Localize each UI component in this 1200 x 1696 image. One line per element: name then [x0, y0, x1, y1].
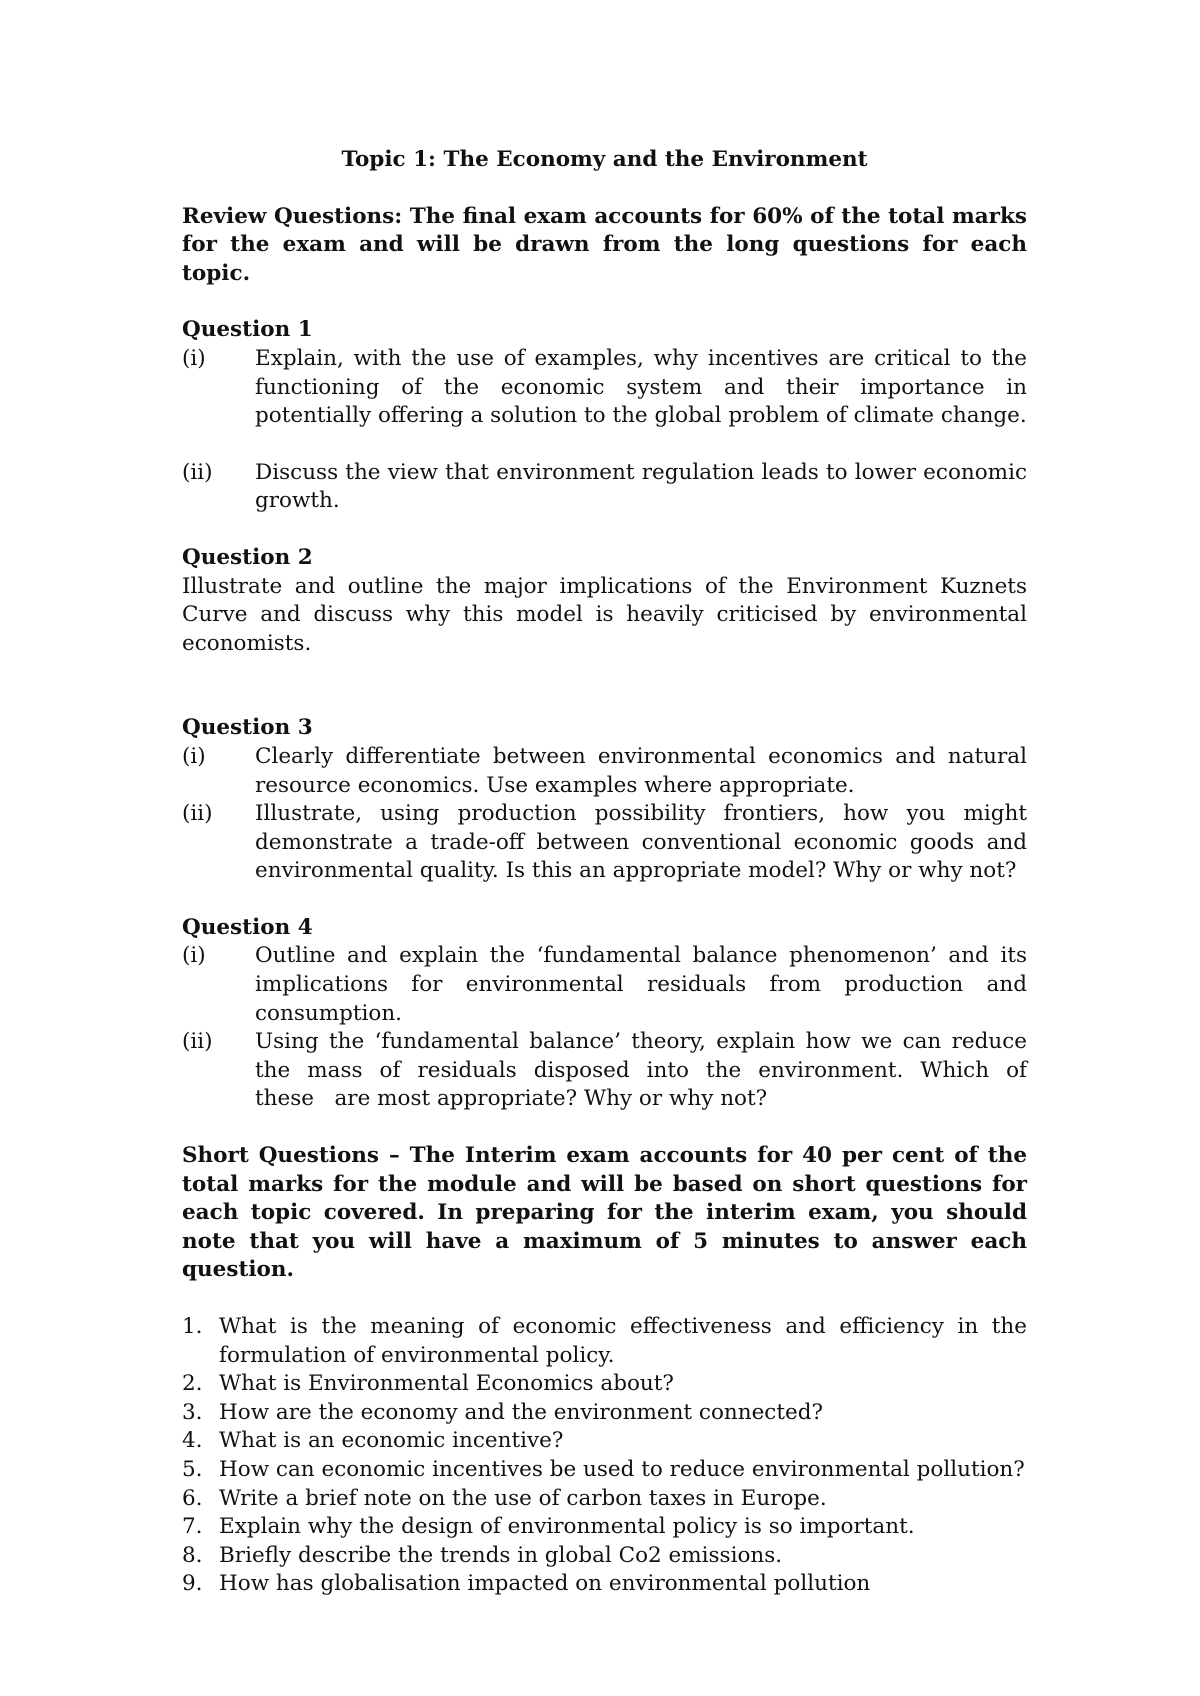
- item-text: What is an economic incentive?: [219, 1428, 564, 1454]
- question-2: [182, 544, 1027, 658]
- question-item: [182, 459, 1027, 516]
- item-marker: (ii): [182, 801, 213, 827]
- list-item: [182, 1456, 1027, 1485]
- list-item: [182, 1399, 1027, 1428]
- list-item: [182, 1513, 1027, 1542]
- review-intro: Review Questions: The final exam accounts for 60% of the total marks for the exam and will be drawn from the long questions for each topic.: [182, 203, 1027, 286]
- item-marker: (i): [182, 943, 206, 969]
- item-text: How can economic incentives be used to reduce environmental pollution?: [219, 1456, 1025, 1482]
- question-item: [182, 345, 1027, 431]
- list-item: [182, 1542, 1027, 1571]
- item-marker: (ii): [182, 459, 213, 485]
- item-text: What is Environmental Economics about?: [219, 1371, 674, 1397]
- item-text: Explain, with the use of examples, why incentives are critical to the functioning of the economic system and their importance in potentially offering a solution to the global problem of climate change.: [255, 345, 1027, 429]
- short-questions-list: [182, 1313, 1027, 1599]
- item-text: Write a brief note on the use of carbon taxes in Europe.: [219, 1485, 827, 1511]
- list-item: [182, 1485, 1027, 1514]
- question-text: Illustrate and outline the major implications of the Environment Kuznets Curve and discuss why this model is heavily criticised by environmental economists.: [182, 573, 1027, 656]
- question-item: [182, 800, 1027, 886]
- item-marker: 7.: [182, 1514, 203, 1540]
- item-marker: 4.: [182, 1428, 203, 1454]
- question-4: [182, 914, 1082, 1114]
- page-title: Topic 1: The Economy and the Environment: [341, 147, 868, 172]
- item-text: How are the economy and the environment connected?: [219, 1399, 823, 1425]
- item-marker: 1.: [182, 1314, 203, 1339]
- item-marker: 2.: [182, 1371, 203, 1397]
- item-marker: (i): [182, 743, 206, 769]
- question-item: [182, 1028, 1082, 1114]
- item-text: Illustrate, using production possibility frontiers, how you might demonstrate a trade-off between conventional economic goods and environmental quality. Is this an appropriate model? Why or why not?: [255, 801, 1027, 884]
- item-marker: 8.: [182, 1542, 203, 1568]
- list-item: [182, 1570, 1027, 1599]
- item-text: Clearly differentiate between environmental economics and natural resource economics. Use examples where appropriate.: [255, 743, 1027, 798]
- question-heading: Question 1: [182, 317, 313, 343]
- list-item: [182, 1427, 1027, 1456]
- question-item: [182, 942, 1027, 1028]
- item-marker: (i): [182, 345, 206, 371]
- question-heading: Question 4: [182, 914, 313, 940]
- list-item: [182, 1370, 1027, 1399]
- short-questions-intro: Short Questions – The Interim exam accounts for 40 per cent of the total marks for the module and will be based on short questions for each topic covered. In preparing for the interim exam, you should note that you will have a maximum of 5 minutes to answer each question.: [182, 1143, 1027, 1283]
- question-item: [182, 743, 1027, 800]
- question-heading: Question 3: [182, 715, 313, 741]
- item-text: Using the ‘fundamental balance’ theory, explain how we can reduce the mass of residuals disposed into the environment. Which of these are most appropriate? Why or why not?: [255, 1029, 1082, 1112]
- list-item: [182, 1313, 1027, 1370]
- item-marker: 9.: [182, 1571, 203, 1597]
- document-page: [182, 146, 1082, 1599]
- item-marker: (ii): [182, 1029, 213, 1055]
- item-text: How has globalisation impacted on environmental pollution: [219, 1571, 871, 1597]
- question-1: [182, 316, 1027, 516]
- item-marker: 3.: [182, 1399, 203, 1425]
- item-marker: 5.: [182, 1456, 203, 1482]
- item-text: Outline and explain the ‘fundamental balance phenomenon’ and its implications for environmental residuals from production and consumption.: [255, 943, 1027, 1026]
- item-marker: 6.: [182, 1485, 203, 1511]
- item-text: What is the meaning of economic effectiveness and efficiency in the formulation of environmental policy.: [219, 1314, 1027, 1368]
- item-text: Explain why the design of environmental policy is so important.: [219, 1514, 915, 1540]
- item-text: Briefly describe the trends in global Co2 emissions.: [219, 1542, 783, 1568]
- question-heading: Question 2: [182, 544, 313, 570]
- item-text: Discuss the view that environment regulation leads to lower economic growth.: [255, 459, 1027, 514]
- question-3: [182, 714, 1027, 886]
